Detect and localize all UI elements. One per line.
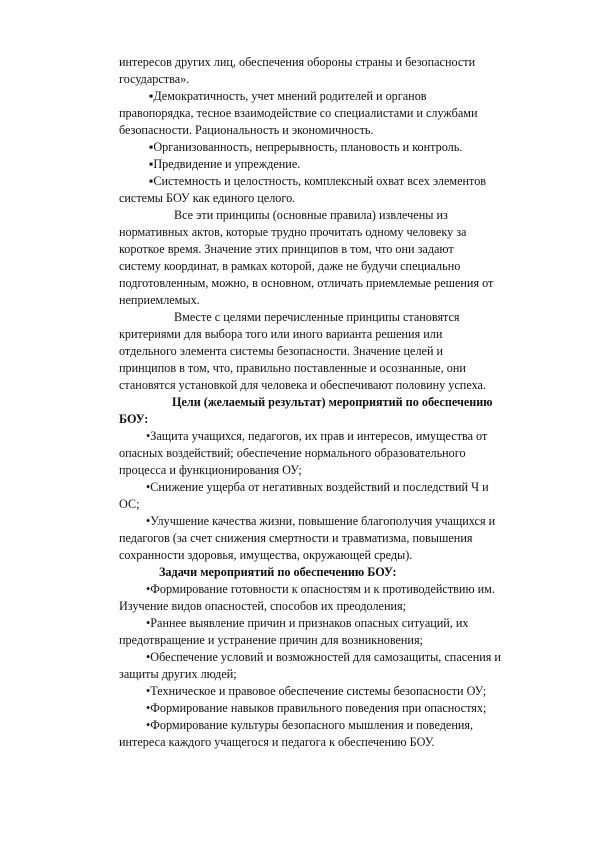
goals-heading: Цели (желаемый результат) мероприятий по обеспечению xyxy=(172,395,493,409)
text-line: интереса каждого учащегося и педагога к обеспечению БОУ. xyxy=(119,735,435,749)
text-line: ОС; xyxy=(119,497,140,511)
text-line: защиты других людей; xyxy=(119,667,237,681)
task-item: •Формирование навыков правильного поведения при опасностях; xyxy=(146,701,487,715)
task-item: •Формирование готовности к опасностям и к противодействию им. xyxy=(146,582,495,596)
goal-item: •Улучшение качества жизни, повышение благополучия учащихся и xyxy=(146,514,496,528)
text-line: опасных воздействий; обеспечение нормального образовательного xyxy=(119,446,466,460)
goal-item: •Снижение ущерба от негативных воздействий и последствий Ч и xyxy=(146,480,489,494)
text-line: подготовленным, можно, в основном, отличать приемлемые решения от xyxy=(119,276,494,290)
text-line: сохранности здоровья, имущества, окружающей среды). xyxy=(119,548,413,562)
task-item: •Техническое и правовое обеспечение системы безопасности ОУ; xyxy=(146,684,487,698)
text-line: систему координат, в рамках которой, даже не будучи специально xyxy=(119,259,461,273)
paragraph-start: Вместе с целями перечисленные принципы становятся xyxy=(174,310,460,324)
principle-item: ▪Демократичность, учет мнений родителей и органов xyxy=(149,89,427,103)
text-line: критериями для выбора того или иного варианта решения или xyxy=(119,327,443,341)
text-line: становятся установкой для человека и обеспечивают половину успеха. xyxy=(119,378,486,392)
task-item: •Формирование культуры безопасного мышления и поведения, xyxy=(146,718,474,732)
principle-item: ▪Предвидение и упреждение. xyxy=(149,157,301,171)
text-line: неприемлемых. xyxy=(119,293,200,307)
text-line: правопорядка, тесное взаимодействие со специалистами и службами xyxy=(119,106,478,120)
text-line: короткое время. Значение этих принципов в том, что они задают xyxy=(119,242,454,256)
tasks-heading: Задачи мероприятий по обеспечению БОУ: xyxy=(159,565,397,579)
text-line: нормативных актов, которые трудно прочитать одному человеку за xyxy=(119,225,467,239)
task-item: •Раннее выявление причин и признаков опасных ситуаций, их xyxy=(146,616,469,630)
principle-item: ▪Системность и целостность, комплексный охват всех элементов xyxy=(149,174,487,188)
text-line: принципов в том, что, правильно поставленные и осознанные, они xyxy=(119,361,466,375)
text-line: педагогов (за счет снижения смертности и травматизма, повышения xyxy=(119,531,473,545)
task-item: •Обеспечение условий и возможностей для самозащиты, спасения и xyxy=(146,650,501,664)
text-line: предотвращение и устранение причин для возникновения; xyxy=(119,633,423,647)
text-line: Изучение видов опасностей, способов их преодоления; xyxy=(119,599,407,613)
text-line: безопасности. Рациональность и экономичность. xyxy=(119,123,374,137)
text-line: отдельного элемента системы безопасности. Значение целей и xyxy=(119,344,444,358)
paragraph-start: Все эти принципы (основные правила) извлечены из xyxy=(174,208,448,222)
text-line: процесса и функционирования ОУ; xyxy=(119,463,302,477)
goal-item: •Защита учащихся, педагогов, их прав и интересов, имущества от xyxy=(146,429,488,443)
text-line: системы БОУ как единого целого. xyxy=(119,191,296,205)
text-line: государства». xyxy=(119,72,190,86)
text-line: интересов других лиц, обеспечения обороны страны и безопасности xyxy=(119,55,476,69)
goals-heading-cont: БОУ: xyxy=(119,412,149,426)
principle-item: ▪Организованность, непрерывность, плановость и контроль. xyxy=(149,140,463,154)
